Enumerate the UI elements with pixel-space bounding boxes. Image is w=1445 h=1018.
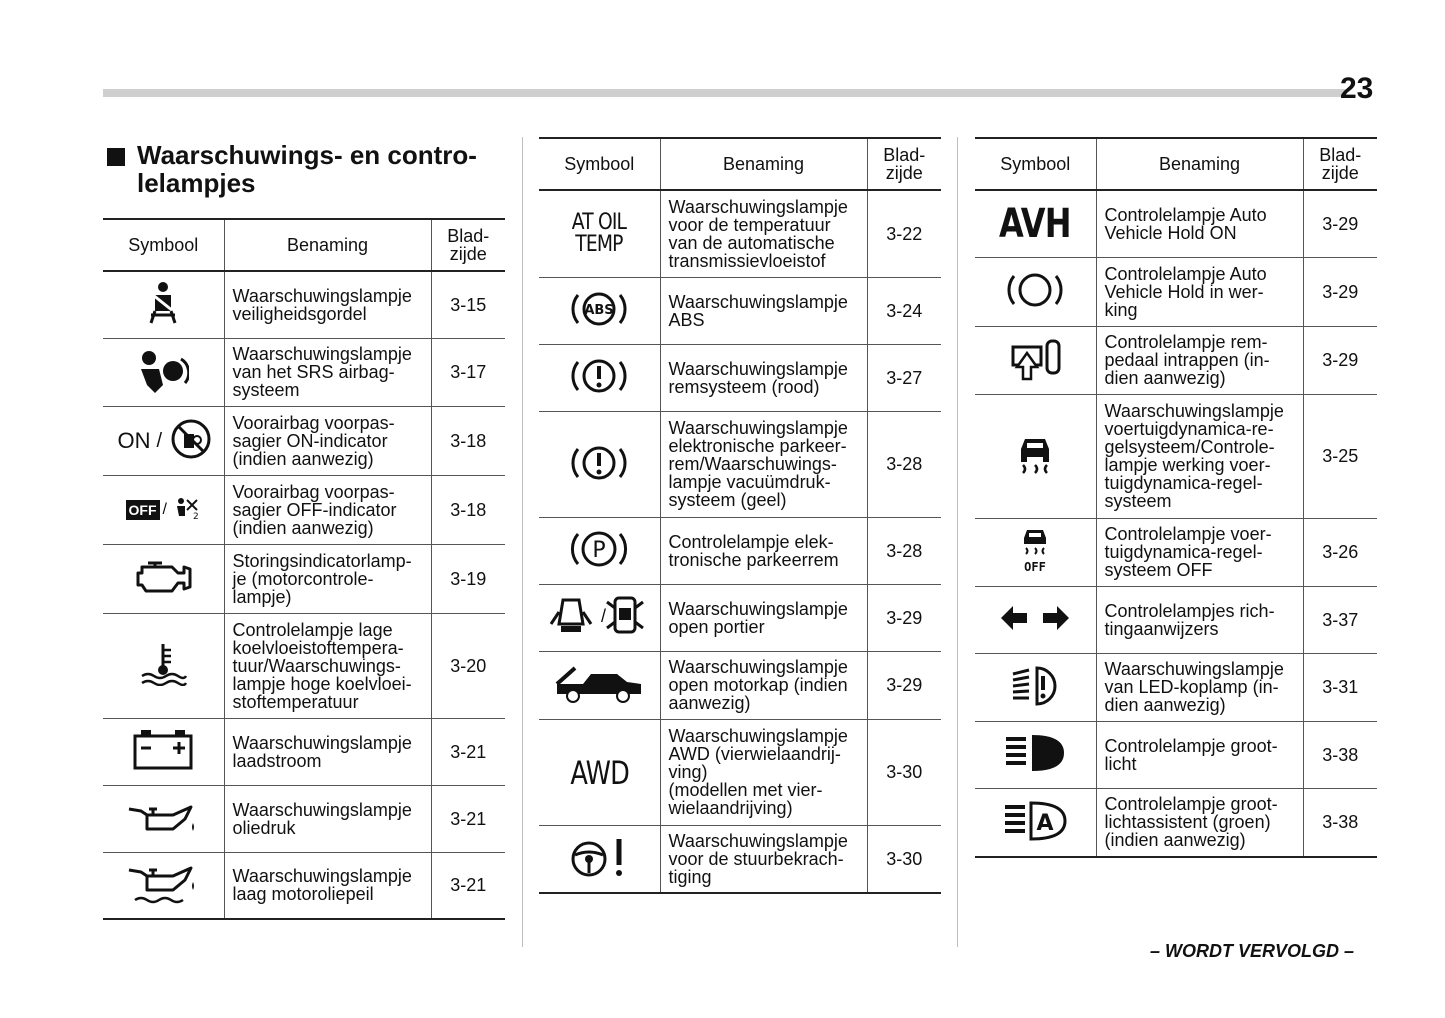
oil-pressure-icon	[127, 799, 199, 838]
name-cell: Waarschuwingslampje veiligheidsgordel	[224, 271, 431, 338]
passenger-airbag-off-icon	[175, 496, 201, 523]
name-cell: Waarschuwingslampje ABS	[660, 277, 867, 344]
symbol-cell	[103, 852, 224, 919]
page-cell: 3-26	[1303, 518, 1377, 586]
oil-level-icon	[127, 862, 199, 909]
page-cell: 3-21	[431, 718, 505, 785]
abs-icon	[568, 287, 630, 334]
page-cell: 3-29	[867, 584, 941, 651]
page-cell: 3-30	[867, 825, 941, 893]
table-row	[975, 788, 1377, 857]
svg-text:/: /	[601, 606, 607, 626]
table-row	[975, 518, 1377, 586]
engine-check-icon	[132, 557, 194, 600]
electronic-parking-brake-warning-icon	[568, 441, 630, 488]
column-divider	[957, 137, 958, 947]
page-cell: 3-21	[431, 852, 505, 919]
column-divider	[522, 137, 523, 947]
name-cell: Waarschuwingslampje laag motoroliepeil	[224, 852, 431, 919]
parking-brake-icon	[568, 526, 630, 575]
symbol-cell	[539, 277, 660, 344]
table-row	[103, 271, 505, 338]
symbol-cell	[975, 721, 1096, 788]
header-name: Benaming	[1096, 138, 1303, 190]
brake-system-icon	[568, 354, 630, 401]
page-cell: 3-30	[867, 719, 941, 825]
symbol-cell	[975, 190, 1096, 257]
page-cell: 3-17	[431, 338, 505, 406]
table-row	[103, 785, 505, 852]
symbol-cell	[539, 517, 660, 584]
avh-icon: AVH	[999, 201, 1072, 248]
table-row	[539, 584, 941, 651]
name-cell: Waarschuwingslampje open portier	[660, 584, 867, 651]
table-row	[539, 825, 941, 893]
name-cell: Waarschuwingslampje voertuigdynamica-re- gelsysteem/Controle- lampje werking voer- tuigdynamica-regel- systeem	[1096, 394, 1303, 518]
table-row	[103, 852, 505, 919]
section-bullet-icon	[107, 148, 125, 166]
symbol-cell	[975, 257, 1096, 326]
page-cell: 3-22	[867, 190, 941, 277]
header-page: Blad- zijde	[1303, 138, 1377, 190]
table-row	[103, 406, 505, 475]
page-cell: 3-27	[867, 344, 941, 411]
table-row	[103, 718, 505, 785]
at-oil-temp-icon: AT OIL TEMP	[572, 209, 627, 257]
page-number: 23	[1340, 72, 1374, 105]
table-row	[539, 344, 941, 411]
symbol-cell	[975, 788, 1096, 857]
table-row	[975, 190, 1377, 257]
page-cell: 3-21	[431, 785, 505, 852]
srs-airbag-icon	[137, 349, 189, 396]
high-beam-assist-icon	[1001, 799, 1069, 846]
symbol-cell	[103, 718, 224, 785]
name-cell: Waarschuwingslampje van het SRS airbag- systeem	[224, 338, 431, 406]
page-cell: 3-29	[1303, 257, 1377, 326]
symbol-cell	[975, 586, 1096, 653]
page-cell: 3-28	[867, 517, 941, 584]
page-cell: 3-19	[431, 544, 505, 613]
table-row	[103, 544, 505, 613]
header-name: Benaming	[660, 138, 867, 190]
name-cell: Controlelampje groot- licht	[1096, 721, 1303, 788]
page-cell: 3-18	[431, 475, 505, 544]
table-row	[539, 651, 941, 719]
name-cell: Controlelampjes rich- tingaanwijzers	[1096, 586, 1303, 653]
table-row	[103, 475, 505, 544]
table-row	[539, 190, 941, 277]
svg-text:P: P	[592, 538, 606, 563]
name-cell: Voorairbag voorpas- sagier OFF-indicator (indien aanwezig)	[224, 475, 431, 544]
symbol-cell	[103, 613, 224, 718]
warning-lights-table-3	[975, 137, 1377, 858]
vehicle-dynamics-icon	[1015, 435, 1055, 478]
table-row	[975, 721, 1377, 788]
coolant-temperature-icon	[138, 642, 188, 689]
symbol-cell	[103, 338, 224, 406]
name-cell: Controlelampje voer- tuigdynamica-regel- systeem OFF	[1096, 518, 1303, 586]
name-cell: Waarschuwingslampje oliedruk	[224, 785, 431, 852]
header-symbol: Symbool	[975, 138, 1096, 190]
page-cell: 3-37	[1303, 586, 1377, 653]
name-cell: Waarschuwingslampje AWD (vierwielaandrij- ving) (modellen met vier- wielaandrijving)	[660, 719, 867, 825]
page-cell: 3-15	[431, 271, 505, 338]
header-name: Benaming	[224, 219, 431, 271]
name-cell: Waarschuwingslampje elektronische parkeer- rem/Waarschuwings- lampje vacuümdruk- systeem (geel)	[660, 411, 867, 517]
power-steering-icon	[569, 835, 629, 882]
hood-open-icon	[553, 664, 645, 707]
symbol-cell	[103, 271, 224, 338]
table-row	[539, 411, 941, 517]
symbol-cell	[539, 651, 660, 719]
name-cell: Waarschuwingslampje laadstroom	[224, 718, 431, 785]
symbol-cell	[103, 475, 224, 544]
page-cell: 3-29	[867, 651, 941, 719]
svg-text:OFF: OFF	[1024, 559, 1047, 574]
table-row	[975, 653, 1377, 721]
header-page: Blad- zijde	[867, 138, 941, 190]
awd-icon: AWD	[569, 753, 629, 792]
page-cell: 3-28	[867, 411, 941, 517]
passenger-airbag-on-icon	[170, 418, 212, 463]
name-cell: Waarschuwingslampje voor de temperatuur van de automatische transmissievloeistof	[660, 190, 867, 277]
symbol-cell	[539, 584, 660, 651]
name-cell: Controlelampje Auto Vehicle Hold in wer- king	[1096, 257, 1303, 326]
symbol-cell	[975, 518, 1096, 586]
symbol-cell	[975, 326, 1096, 394]
name-cell: Waarschuwingslampje remsysteem (rood)	[660, 344, 867, 411]
battery-icon	[131, 728, 195, 775]
svg-text:ABS: ABS	[584, 303, 614, 318]
table-row	[103, 338, 505, 406]
page-cell: 3-38	[1303, 788, 1377, 857]
name-cell: Voorairbag voorpas- sagier ON-indicator (indien aanwezig)	[224, 406, 431, 475]
page-cell: 3-20	[431, 613, 505, 718]
name-cell: Controlelampje elek- tronische parkeerrem	[660, 517, 867, 584]
table-row	[539, 517, 941, 584]
symbol-cell	[539, 344, 660, 411]
off-indicator-label: OFF	[126, 500, 160, 520]
page-cell: 3-38	[1303, 721, 1377, 788]
name-cell: Waarschuwingslampje van LED-koplamp (in- dien aanwezig)	[1096, 653, 1303, 721]
name-cell: Controlelampje rem- pedaal intrappen (in- dien aanwezig)	[1096, 326, 1303, 394]
avh-operating-icon	[1004, 268, 1066, 315]
separator: /	[156, 429, 163, 452]
warning-lights-table-2	[539, 137, 941, 894]
high-beam-icon	[1002, 731, 1068, 778]
symbol-cell	[539, 719, 660, 825]
table-row	[975, 586, 1377, 653]
svg-text:2: 2	[192, 512, 199, 520]
on-indicator-label: ON	[117, 427, 151, 453]
name-cell: Controlelampje Auto Vehicle Hold ON	[1096, 190, 1303, 257]
page-cell: 3-29	[1303, 326, 1377, 394]
header-rule	[103, 89, 1345, 97]
symbol-cell	[539, 190, 660, 277]
brake-pedal-icon	[1007, 337, 1063, 384]
symbol-cell	[975, 653, 1096, 721]
symbol-cell	[103, 785, 224, 852]
name-cell: Waarschuwingslampje open motorkap (indien aanwezig)	[660, 651, 867, 719]
symbol-cell	[103, 406, 224, 475]
led-headlight-warning-icon	[1009, 664, 1061, 711]
table-row	[539, 277, 941, 344]
symbol-cell	[539, 411, 660, 517]
symbol-cell	[103, 544, 224, 613]
separator: /	[162, 500, 167, 518]
table-row	[975, 394, 1377, 518]
header-symbol: Symbool	[539, 138, 660, 190]
section-title-text: Waarschuwings- en contro- lelampjes	[137, 140, 477, 198]
name-cell: Storingsindicatorlamp- je (motorcontrole- lampje)	[224, 544, 431, 613]
symbol-cell	[975, 394, 1096, 518]
page-cell: 3-31	[1303, 653, 1377, 721]
door-open-icon	[549, 594, 649, 641]
turn-signal-icon	[999, 604, 1071, 635]
seatbelt-warning-icon	[143, 281, 183, 328]
section-title	[107, 141, 507, 197]
svg-text:A: A	[1036, 810, 1054, 836]
name-cell: Controlelampje groot- lichtassistent (groen) (indien aanwezig)	[1096, 788, 1303, 857]
header-symbol: Symbool	[103, 219, 224, 271]
page-cell: 3-29	[1303, 190, 1377, 257]
name-cell: Controlelampje lage koelvloeistoftempera- tuur/Waarschuwings- lampje hoge koelvloei- stoftemperatuur	[224, 613, 431, 718]
warning-lights-table-1	[103, 218, 505, 920]
name-cell: Waarschuwingslampje voor de stuurbekrach- tiging	[660, 825, 867, 893]
page-cell: 3-18	[431, 406, 505, 475]
symbol-cell	[539, 825, 660, 893]
table-row	[103, 613, 505, 718]
table-row	[975, 326, 1377, 394]
table-row	[539, 719, 941, 825]
page-cell: 3-24	[867, 277, 941, 344]
header-page: Blad- zijde	[431, 219, 505, 271]
continued-footer: – WORDT VERVOLGD –	[1150, 941, 1355, 961]
vehicle-dynamics-off-icon	[1018, 528, 1052, 577]
page-cell: 3-25	[1303, 394, 1377, 518]
table-row	[975, 257, 1377, 326]
